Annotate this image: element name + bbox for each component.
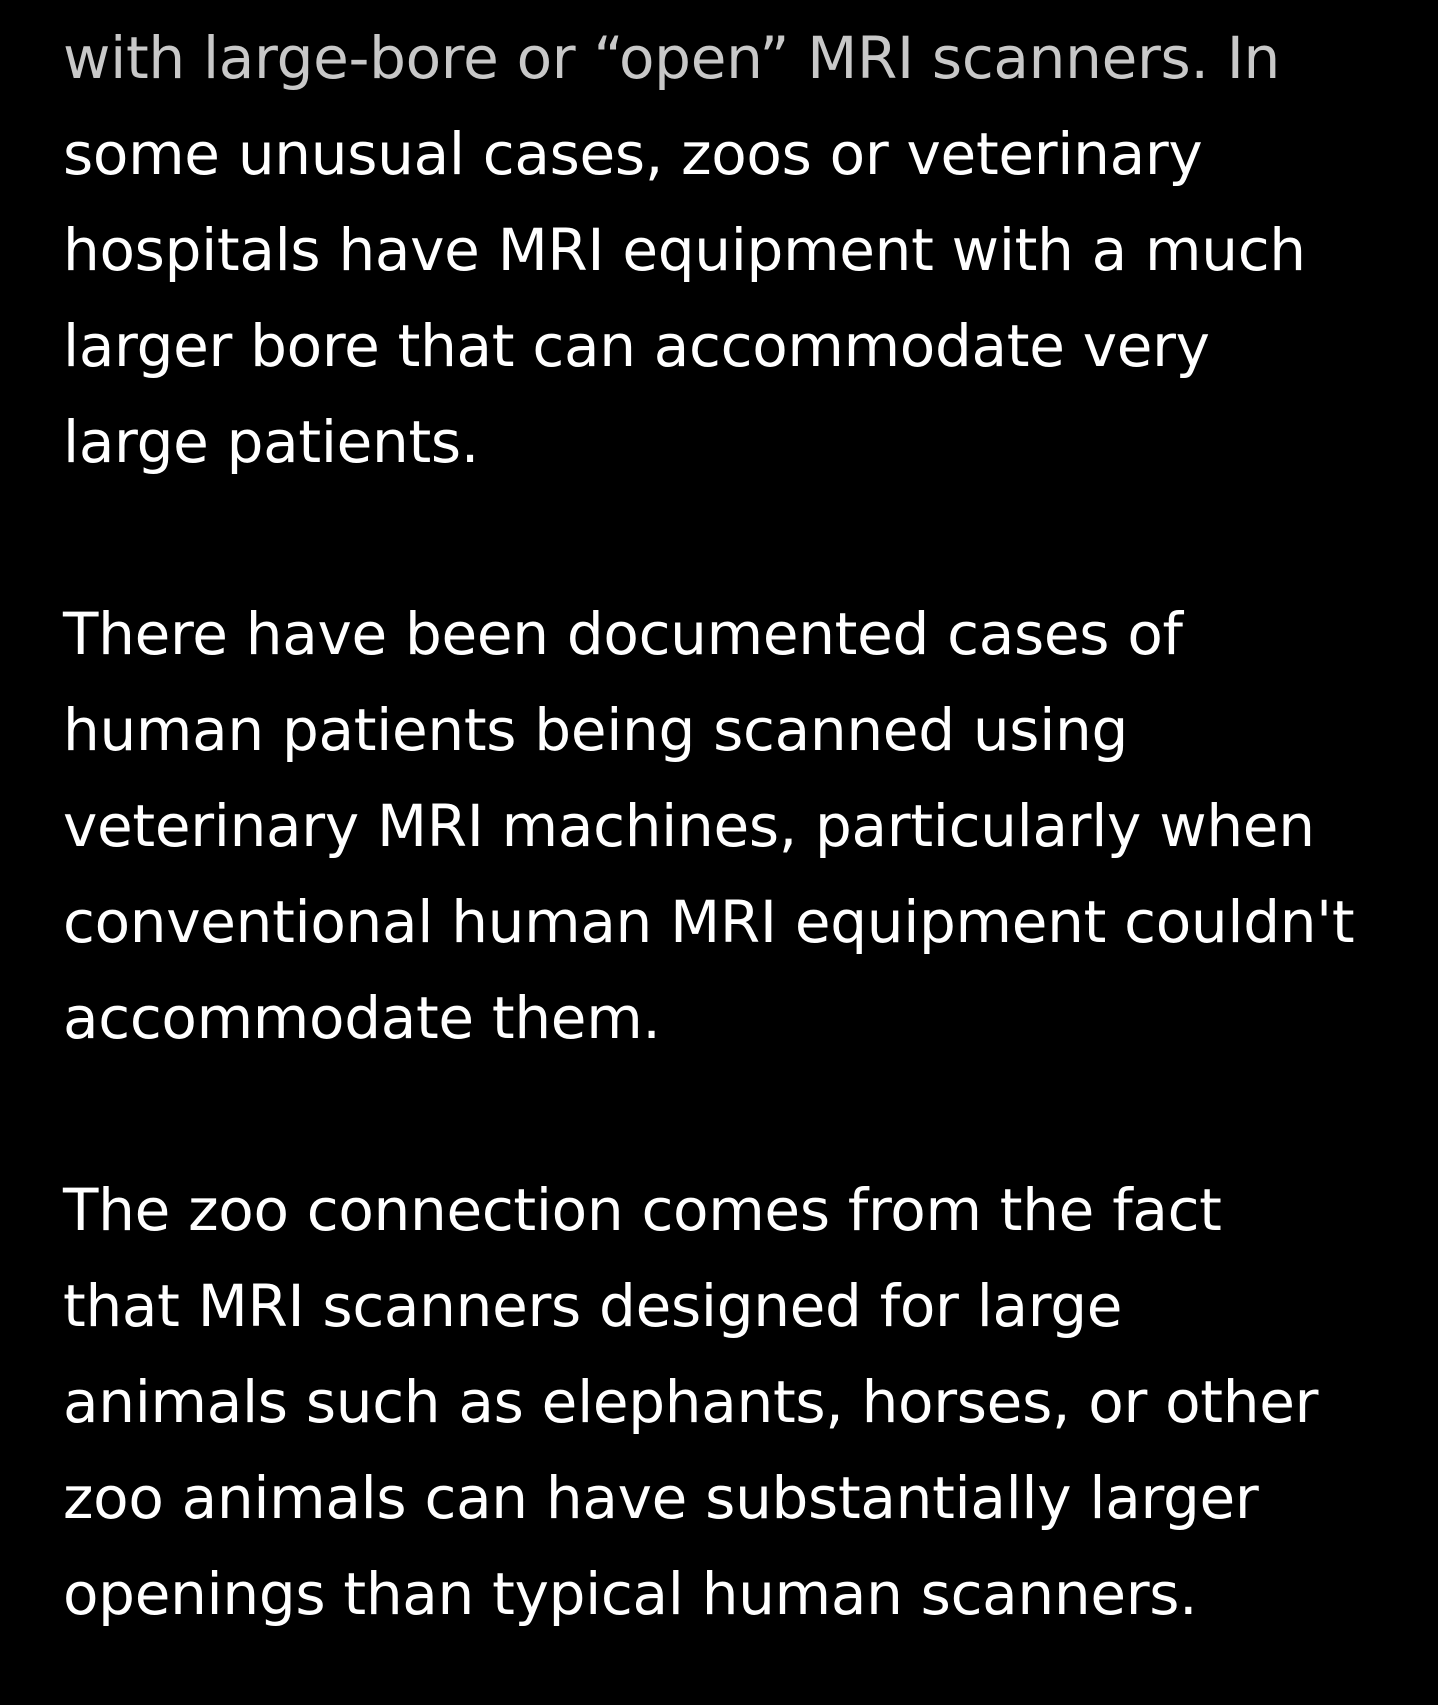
text-line: large patients.: [63, 408, 479, 476]
text-line: larger bore that can accommodate very: [63, 312, 1210, 380]
text-line: zoo animals can have substantially larger: [63, 1464, 1259, 1532]
text-line: The zoo connection comes from the fact: [63, 1176, 1222, 1244]
text-line: some unusual cases, zoos or veterinary: [63, 120, 1203, 188]
text-line: animals such as elephants, horses, or other: [63, 1368, 1319, 1436]
message-paragraph-1: [63, 10, 1403, 490]
text-line: accommodate them.: [63, 984, 661, 1052]
text-line: human patients being scanned using: [63, 696, 1129, 764]
text-line: veterinary MRI machines, particularly when: [63, 792, 1315, 860]
text-line: hospitals have MRI equipment with a much: [63, 216, 1306, 284]
message-paragraph-2: [63, 586, 1403, 1066]
text-line: with large-bore or “open” MRI scanners. In: [63, 24, 1280, 92]
message-body: [63, 10, 1403, 1642]
text-line: openings than typical human scanners.: [63, 1560, 1198, 1628]
text-line: There have been documented cases of: [63, 600, 1183, 668]
text-line: conventional human MRI equipment couldn't: [63, 888, 1355, 956]
text-line: that MRI scanners designed for large: [63, 1272, 1123, 1340]
message-paragraph-3: [63, 1162, 1403, 1642]
